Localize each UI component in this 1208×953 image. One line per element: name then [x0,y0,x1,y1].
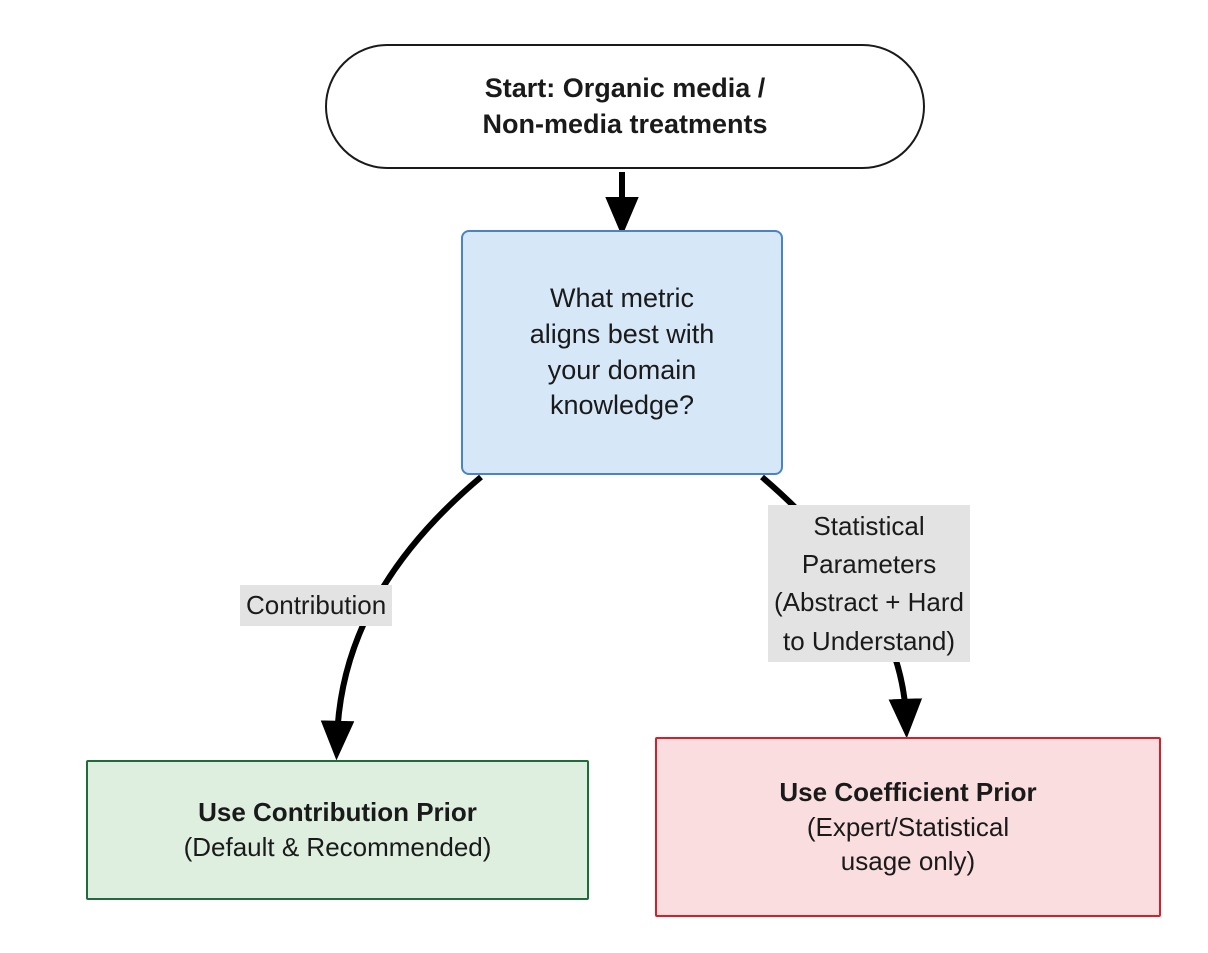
edge-label-statistical-line-2: Parameters [801,549,937,580]
node-contribution-prior-title: Use Contribution Prior [198,797,477,828]
edge-label-statistical-line-1: Statistical [813,511,925,541]
node-start [325,44,925,169]
node-contribution-prior [86,760,589,900]
node-contribution-prior-subtitle: (Default & Recommended) [183,832,492,862]
node-coefficient-prior-title: Use Coefficient Prior [779,777,1037,808]
node-decision-line-1: What metric [549,282,695,313]
node-decision-metric [461,230,783,475]
node-decision-line-2: aligns best with [529,318,715,349]
edge-label-contribution [240,585,392,626]
node-start-line-2: Non-media treatments [482,108,768,139]
node-decision-line-4: knowledge? [549,390,695,421]
node-coefficient-prior [655,737,1161,917]
edge-label-statistical-line-3: (Abstract + Hard [774,587,965,618]
node-start-line-1: Start: Organic media / [484,72,766,103]
edge-label-contribution-line-1: Contribution [246,590,387,620]
node-coefficient-prior-subtitle-2: usage only) [840,846,976,877]
node-decision-line-3: your domain [547,354,697,385]
node-coefficient-prior-subtitle-1: (Expert/Statistical [806,811,1010,842]
edge-label-statistical-parameters [768,505,970,662]
edge-label-statistical-line-4: to Understand) [783,625,955,656]
